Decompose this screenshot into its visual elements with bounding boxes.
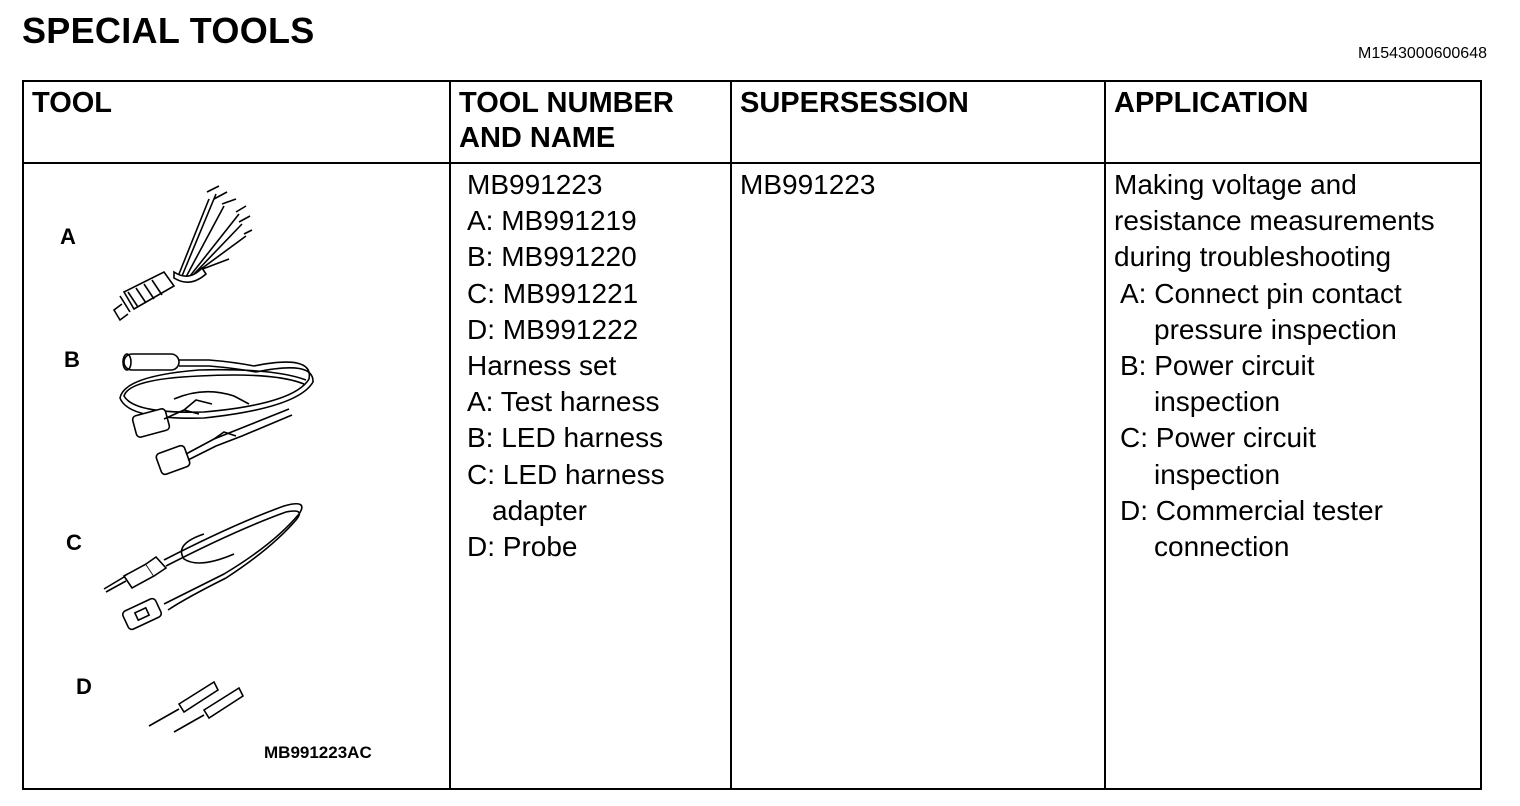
application-d: D: Commercial tester	[1120, 494, 1383, 526]
led-harness-adapter-drawing	[104, 504, 302, 631]
tool-illustration	[24, 164, 449, 790]
special-tools-table	[22, 80, 1482, 790]
application-a: A: Connect pin contact	[1120, 277, 1402, 309]
tool-number-main: MB991223	[467, 169, 603, 200]
application-c-continued: inspection	[1154, 458, 1281, 490]
application-d-continued: connection	[1154, 531, 1290, 563]
tool-image-cell	[23, 163, 450, 789]
application-c: C: Power circuit	[1120, 422, 1317, 454]
tool-name-d: D: Probe	[467, 531, 578, 563]
tool-name-c-continued: adapter	[492, 494, 587, 526]
tool-name-set: Harness set	[467, 350, 617, 382]
tool-label-a: A	[60, 224, 76, 249]
application-line-1: Making voltage and	[1114, 169, 1357, 200]
tool-number-d: D: MB991222	[467, 313, 639, 345]
column-header-tool-number	[450, 81, 731, 163]
application-a-continued: pressure inspection	[1154, 313, 1397, 345]
application-cell	[1105, 163, 1481, 789]
document-id: M1543000600648	[1357, 45, 1487, 62]
tool-label-b: B	[64, 347, 80, 372]
supersession-cell	[731, 163, 1105, 789]
column-header-tool-number-line2: AND NAME	[459, 122, 616, 154]
application-line-3: during troubleshooting	[1114, 241, 1392, 273]
column-header-supersession: SUPERSESSION	[731, 81, 1105, 163]
tool-number-c: C: MB991221	[467, 277, 639, 309]
led-harness-drawing	[120, 354, 313, 475]
table-row	[23, 163, 1481, 789]
tool-number-a: A: MB991219	[467, 205, 637, 237]
column-header-tool-number-line1: TOOL NUMBER	[459, 87, 674, 119]
probe-drawing	[149, 682, 243, 732]
tool-number-cell	[450, 163, 731, 789]
column-header-tool: TOOL	[23, 81, 450, 163]
supersession-value: MB991223	[740, 169, 876, 200]
tool-name-b: B: LED harness	[467, 422, 664, 454]
application-b: B: Power circuit	[1120, 350, 1315, 382]
tool-label-c: C	[66, 530, 82, 555]
tool-number-b: B: MB991220	[467, 241, 637, 273]
tool-name-a: A: Test harness	[467, 386, 660, 418]
tool-label-d: D	[76, 674, 92, 699]
table-header-row	[23, 81, 1481, 163]
column-header-application: APPLICATION	[1105, 81, 1481, 163]
application-b-continued: inspection	[1154, 386, 1281, 418]
application-line-2: resistance measurements	[1114, 205, 1435, 237]
image-caption: MB991223AC	[264, 743, 372, 762]
page-title: SPECIAL TOOLS	[22, 10, 315, 51]
tool-name-c: C: LED harness	[467, 458, 665, 490]
test-harness-drawing	[114, 186, 252, 320]
